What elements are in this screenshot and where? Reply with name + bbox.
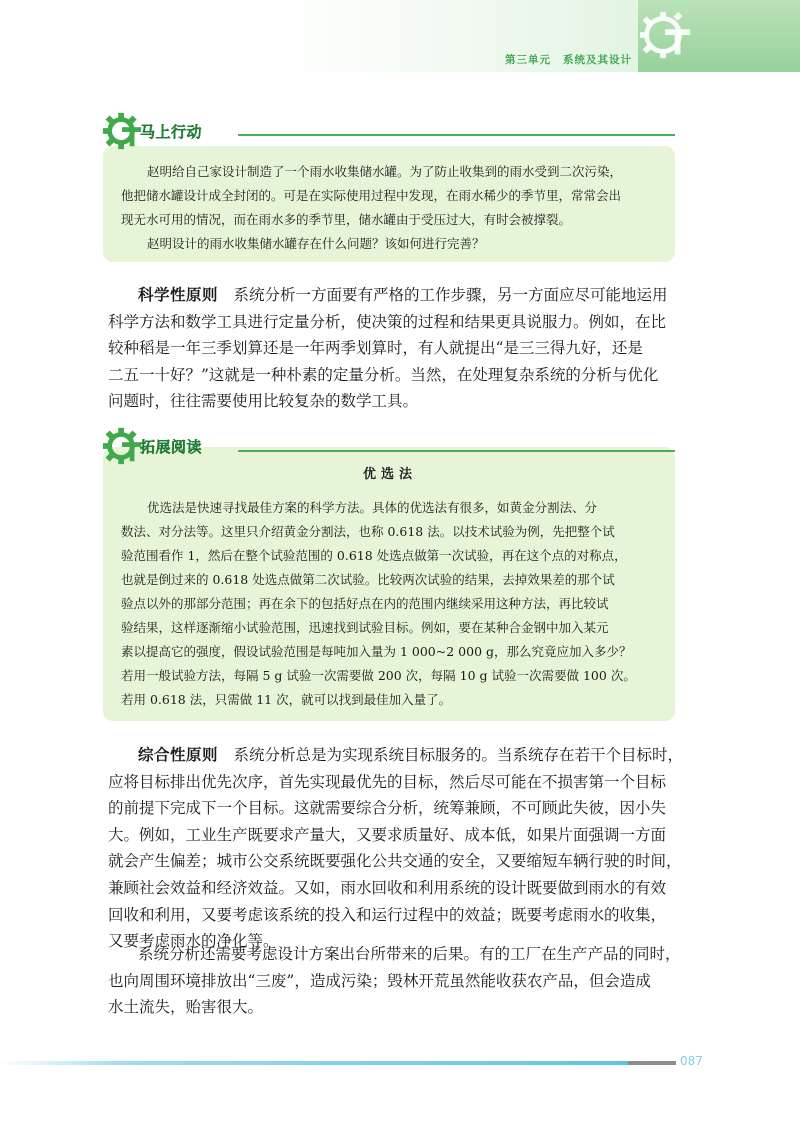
synthesis-heading: 综合性原则 <box>138 746 219 764</box>
reading-tag <box>102 425 202 467</box>
gear-t-icon <box>102 110 144 152</box>
reading-title: 优选法 <box>362 467 417 482</box>
science-heading: 科学性原则 <box>138 286 219 304</box>
reading-line-7: 素以提高它的强度，假设试验范围是每吨加入量为 1 000~2 000 g，那么究竟应加入多少？ <box>121 644 632 659</box>
gear-t-icon <box>102 425 144 467</box>
science-line-5: 问题时，往往需要使用比较复杂的数学工具。 <box>108 392 419 411</box>
synthesis-paragraph <box>108 742 683 955</box>
synthesis-line-5: 就会产生偏差；城市公交系统既要强化公共交通的安全，又要缩短车辆行驶的时间， <box>108 852 682 871</box>
synthesis-line-2: 应将目标排出优先次序，首先实现最优先的目标，然后尽可能在不损害第一个目标 <box>108 772 667 791</box>
action-line-4: 赵明设计的雨水收集储水罐存在什么问题？该如何进行完善？ <box>147 236 485 251</box>
footer-rule <box>0 1061 628 1065</box>
unit-label: 第三单元 <box>505 54 551 66</box>
reading-line-5: 验点以外的那部分范围；再在余下的包括好点在内的范围内继续采用这种方法，再比较试 <box>121 596 609 611</box>
action-text <box>121 160 622 256</box>
science-line-4: 二五一十好？”这就是一种朴素的定量分析。当然，在处理复杂系统的分析与优化 <box>108 365 659 384</box>
gear-t-icon <box>636 6 694 64</box>
action-line-2: 他把储水罐设计成全封闭的。可是在实际使用过程中发现，在雨水稀少的季节里，常常会出 <box>121 188 622 203</box>
science-line-1: 系统分析一方面要有严格的工作步骤，另一方面应尽可能地运用 <box>218 286 668 304</box>
synthesis-line-8: 又要考虑雨水的净化等。 <box>108 932 279 951</box>
synthesis-line-3: 的前提下完成下一个目标。这就需要综合分析，统筹兼顾，不可顾此失彼，因小失 <box>108 799 667 818</box>
action-line-3: 现无水可用的情况，而在雨水多的季节里，储水罐由于受压过大，有时会被撑裂。 <box>121 212 572 227</box>
reading-line-9: 若用 0.618 法，只需做 11 次，就可以找到最佳加入量了。 <box>121 692 452 707</box>
synthesis-line-4: 大。例如，工业生产既要求产量大，又要求质量好、成本低，如果片面强调一方面 <box>108 825 667 844</box>
synthesis-line-1: 系统分析总是为实现系统目标服务的。当系统存在若干个目标时， <box>218 746 684 764</box>
reading-line-1: 优选法是快速寻找最佳方案的科学方法。具体的优选法有很多，如黄金分割法、分 <box>147 500 598 515</box>
reading-line-3: 验范围看作 1，然后在整个试验范围的 0.618 处选点做第一次试验，再在这个点的对称点， <box>121 548 627 563</box>
reading-line-6: 验结果，这样逐渐缩小试验范围，迅速找到试验目标。例如，要在某种合金钢中加入某元 <box>121 620 609 635</box>
header-title <box>505 52 632 67</box>
science-line-2: 科学方法和数学工具进行定量分析，使决策的过程和结果更具说服力。例如，在比 <box>108 312 667 331</box>
synthesis-line-6: 兼顾社会效益和经济效益。又如，雨水回收和利用系统的设计既要做到雨水的有效 <box>108 878 667 897</box>
action-tag-label: 马上行动 <box>140 122 203 141</box>
action-line-1: 赵明给自己家设计制造了一个雨水收集储水罐。为了防止收集到的雨水受到二次污染， <box>147 164 623 179</box>
action-tag-rule <box>238 134 675 136</box>
consequence-paragraph <box>108 941 681 1021</box>
reading-text <box>121 496 636 712</box>
reading-tag-label: 拓展阅读 <box>140 437 203 456</box>
synthesis-line-7: 回收和利用，又要考虑该系统的投入和运行过程中的效益；既要考虑雨水的收集， <box>108 905 667 924</box>
action-tag <box>102 110 202 152</box>
science-line-3: 较种稻是一年三季划算还是一年两季划算时，有人就提出“是三三得九好，还是 <box>108 339 643 358</box>
page-number: 087 <box>680 1054 703 1068</box>
chapter-title: 系统及其设计 <box>563 54 632 66</box>
consequence-line-1: 系统分析还需要考虑设计方案出台所带来的后果。有的工厂在生产产品的同时， <box>138 945 681 963</box>
consequence-line-3: 水土流失，贻害很大。 <box>108 998 264 1017</box>
reading-line-8: 若用一般试验方法，每隔 5 g 试验一次需要做 200 次，每隔 10 g 试验一次需要做 100 次。 <box>121 668 636 683</box>
reading-line-2: 数法、对分法等。这里只介绍黄金分割法，也称 0.618 法。以技术试验为例，先把整个试 <box>121 524 615 539</box>
consequence-line-2: 也向周围环境排放出“三废”，造成污染；毁林开荒虽然能收获农产品，但会造成 <box>108 971 651 990</box>
science-paragraph <box>108 282 668 415</box>
reading-tag-rule <box>238 450 675 452</box>
footer-rule-accent <box>628 1061 676 1065</box>
reading-line-4: 也就是倒过来的 0.618 处选点做第二次试验。比较两次试验的结果，去掉效果差的那个试 <box>121 572 615 587</box>
